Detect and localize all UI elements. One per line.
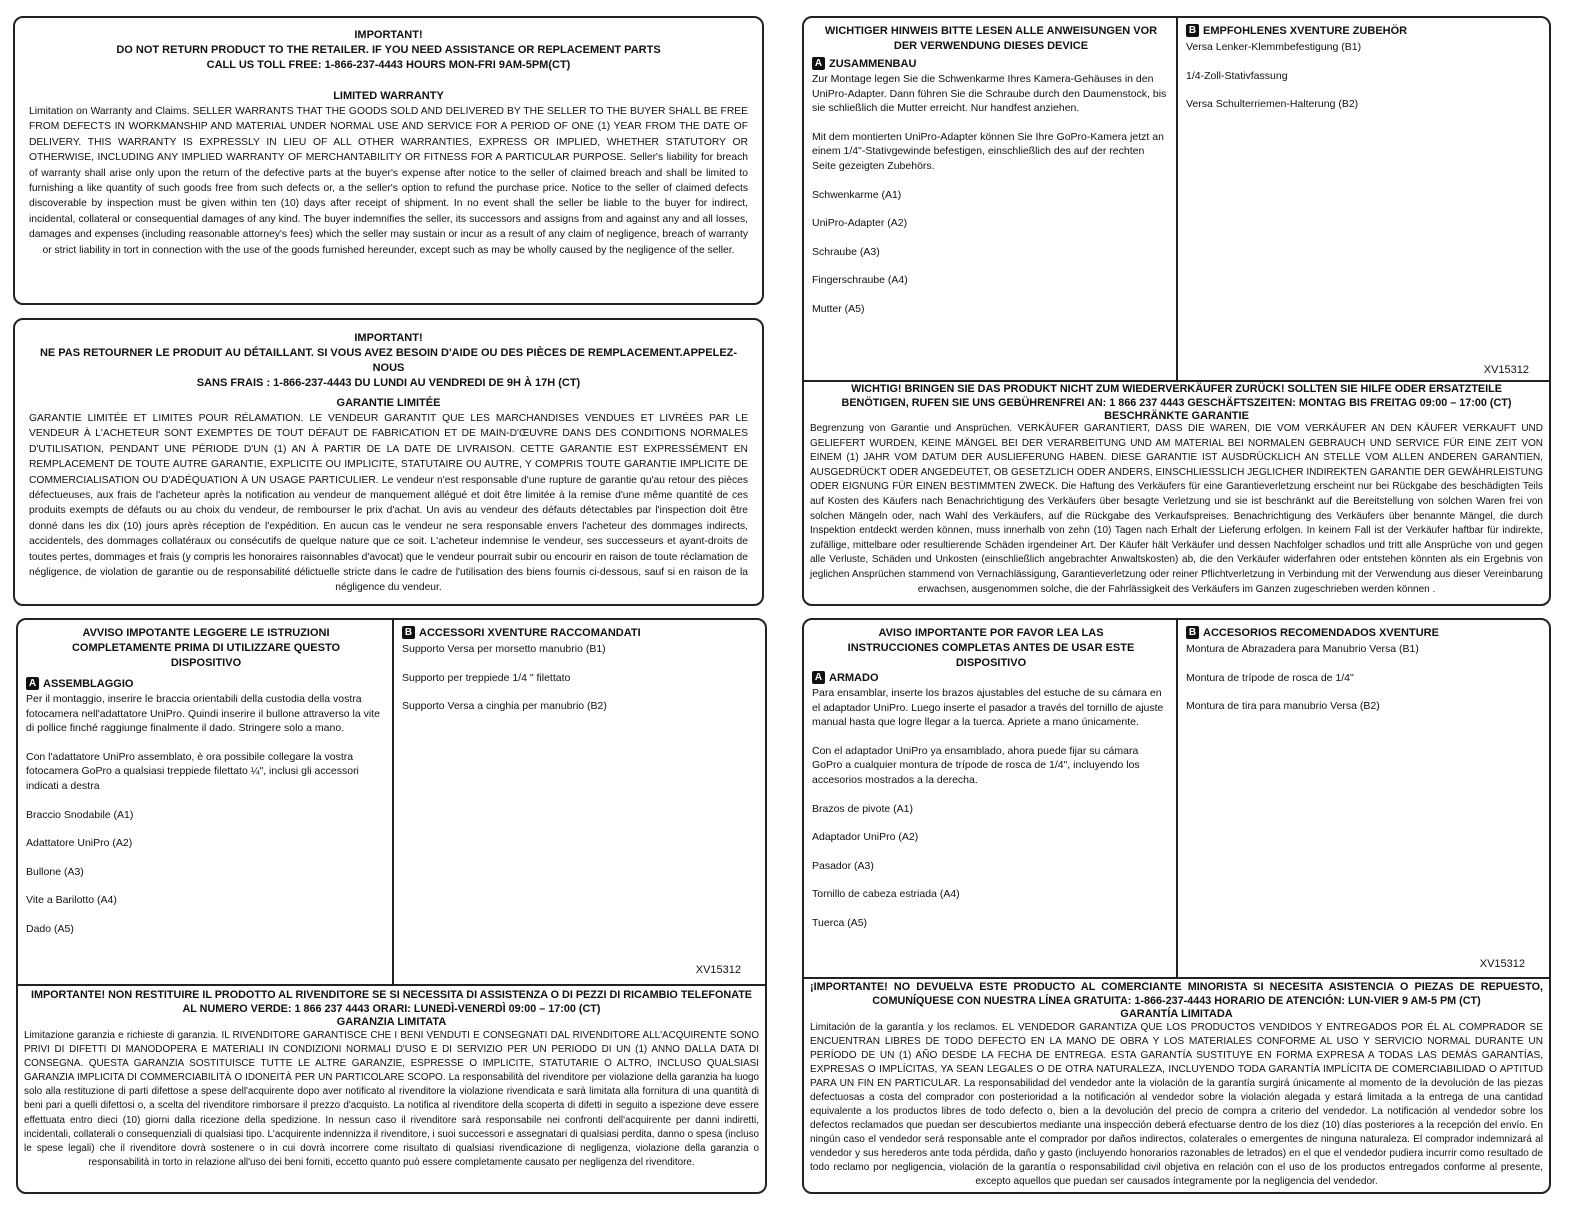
assembly-paragraph-2: Con l'adattatore UniPro assemblato, è ora possibile collegare la vostra fotocamera GoPro a qualsiasi treppiede filettato ¼", inclusi gli accessori indicati a destra	[26, 750, 359, 792]
italian-panel	[16, 618, 767, 1194]
accessories-column	[1178, 620, 1549, 978]
english-warranty-panel	[13, 16, 764, 305]
instruction-header: AVISO IMPORTANTE POR FAVOR LEA LAS INSTRUCCIONES COMPLETAS ANTES DE USAR ESTE DISPOSITIVO	[847, 627, 1135, 669]
accessories-section-title	[1186, 626, 1541, 639]
section-a-badge: A	[812, 57, 825, 70]
list-item: Tornillo de cabeza estriada (A4)	[812, 888, 960, 900]
section-a-badge: A	[812, 671, 825, 684]
warranty-section	[804, 980, 1549, 1189]
parts-list	[26, 808, 386, 936]
assembly-paragraph-2: Mit dem montierten UniPro-Adapter können Sie Ihre GoPro-Kamera jetzt an einem 1/4"-Stativgewinde befestigen, einschließlich des auf der rechten Seite gezeigten Zubehörs.	[812, 130, 1164, 172]
return-notice: WICHTIG! BRINGEN SIE DAS PRODUKT NICHT ZUM WIEDERVERKÄUFER ZURÜCK! SOLLTEN SIE HILFE ODER ERSATZTEILE BENÖTIGEN, RUFEN SIE UNS GEBÜHRENFREI AN: 1 866 237 4443 GESCHÄFTSZEITEN: MONTAG BIS FREITAG 09:00 – 17:00 (CT)	[841, 383, 1512, 409]
parts-list	[812, 802, 1170, 930]
section-b-badge: B	[1186, 24, 1199, 37]
list-item: Fingerschraube (A4)	[812, 274, 908, 286]
accessories-column	[394, 620, 765, 984]
list-item: Adaptador UniPro (A2)	[812, 831, 919, 843]
list-item: Montura de trípode de rosca de 1/4"	[1186, 671, 1354, 684]
return-notice: ¡IMPORTANTE! NO DEVUELVA ESTE PRODUCTO AL COMERCIANTE MINORISTA SI NECESITA ASISTENCIA O PIEZAS DE REPUESTO, COMUNÍQUESE CON NUESTRA LÍNEA GRATUITA: 1-866-237-4443 HORARIO DE ATENCIÓN: LUN-VIER 9 AM-5 PM (CT)	[810, 981, 1543, 1007]
german-panel	[802, 16, 1551, 606]
list-item: UniPro-Adapter (A2)	[812, 217, 908, 229]
list-item: Montura de Abrazadera para Manubrio Versa (B1)	[1186, 643, 1419, 655]
list-item: Supporto Versa per morsetto manubrio (B1)	[402, 643, 606, 655]
list-item: Pasador (A3)	[812, 859, 874, 872]
list-item: Montura de tira para manubrio Versa (B2)	[1186, 700, 1380, 712]
assembly-section-title	[812, 671, 1170, 684]
list-item: Dado (A5)	[26, 922, 74, 935]
list-item: Bullone (A3)	[26, 865, 84, 878]
return-notice: IMPORTANTE! NON RESTITUIRE IL PRODOTTO AL RIVENDITORE SE SI NECESSITA DI ASSISTENZA O DI PEZZI DI RICAMBIO TELEFONATE AL NUMERO VERDE: 1 866 237 4443 ORARI: LUNEDÌ-VENERDÌ 09:00 – 17:00 (CT)	[30, 989, 753, 1015]
assembly-column	[804, 18, 1178, 382]
accessories-list	[1186, 642, 1541, 713]
instruction-header: WICHTIGER HINWEIS BITTE LESEN ALLE ANWEISUNGEN VOR DER VERWENDUNG DIESES DEVICE	[824, 25, 1158, 52]
assembly-paragraph-1: Per il montaggio, inserire le braccia orientabili della custodia della vostra fotocamera nell'adattatore UniPro. Quindi inserire il bullone attraverso la vite di pollice finché raggiunge finalmente il dado. Stringere solo a mano.	[26, 693, 380, 734]
french-warranty-panel	[13, 318, 764, 606]
accessories-section-title	[1186, 24, 1541, 37]
list-item: Tuerca (A5)	[812, 916, 868, 929]
important-heading: IMPORTANT!	[354, 332, 423, 344]
assembly-paragraph-1: Para ensamblar, inserte los brazos ajustables del estuche de su cámara en el adaptador UniPro. Luego inserte el pasador a través del tornillo de ajuste manual hasta que logre llegar a la tuerca. Apriete a mano únicamente.	[812, 687, 1164, 728]
assembly-column	[18, 620, 394, 984]
list-item: Supporto per treppiede 1/4 " filettato	[402, 671, 571, 684]
product-code: XV15312	[1483, 364, 1529, 376]
section-divider	[18, 984, 765, 986]
accessories-list	[1186, 40, 1541, 111]
warranty-text: Limitation on Warranty and Claims. SELLER WARRANTS THAT THE GOODS SOLD AND DELIVERED BY THE SELLER TO THE BUYER SHALL BE FREE FROM DEFECTS IN WORKMANSHIP AND MATERIAL UNDER NORMAL USE AND SERVICE FOR A PERIOD OF ONE (1) YEAR FROM THE DATE OF DELIVERY. THIS WARRANTY IS EXPRESSLY IN LIEU OF ALL OTHER WARRANTIES, EXPRESS OR IMPLIED, WHETHER STATUTORY OR OTHERWISE, INCLUDING ANY IMPLIED WARRANTY OF MERCHANTABILITY OR FITNESS FOR A PARTICULAR PURPOSE. Seller's liability for breach of warranty shall arise only upon the return of the defective parts at the buyer's expense after notice to the seller of claimed breach and shall be limited to furnishing a like quantity of such goods free from such defects or, a the seller's option to refund the purchase price. Notice to the seller of claimed defects discoverable by inspection must be given within ten (10) days after receipt of shipment. In no event shall the seller be liable to the buyer for indirect, incidental, collateral or consequential damages of any kind. The buyer indemnifies the seller, its successors and assigns from and against any and all losses, damages and expenses (including reasonable attorney's fees) which the seller may sustain or incur as a result of any claim of negligence, breach of warranty or strict liability in tort in connection with the use of the goods furnished hereunder, except such as may be wholly caused by the negligence of the seller.	[29, 106, 748, 256]
list-item: Vite a Barilotto (A4)	[26, 894, 117, 906]
warranty-text: Limitazione garanzia e richieste di garanzia. IL RIVENDITORE GARANTISCE CHE I BENI VENDUTI E CONSEGNATI DAL RIVENDITORE ALL'ACQUIRENTE SONO PRIVI DI DIFETTI DI MANODOPERA E MATERIALI IN CONDIZIONI NORMALI D'USO E DI SERVIZIO PER UN PERIODO DI UN (1) ANNO DALLA DATA DI CONSEGNA. QUESTA GARANZIA SOSTITUISCE TUTTE LE ALTRE GARANZIE, ESPRESSE O IMPLICITE, STATUTARIE O ALTRO, INCLUSO QUALSIASI GARANZIA IMPLICITA DI COMMERCIABILITÀ O IDONEITÀ PER UN PARTICOLARE SCOPO. La responsabilità del rivenditore per violazione della garanzia ha luogo solo alla restituzione di parti difettose a spese dell'acquirente dopo aver notificato al rivenditore la violazione rivendicata e sarà limitata alla fornitura di una quantità di beni pari a quelli difettosi o, a scelta del rivenditore rimborsare il prezzo d'acquisto. La notifica al rivenditore della scoperta di difetti in seguito a ispezione deve essere effettuata entro dieci (10) giorni dalla ricezione della spedizione. In nessun caso il rivenditore sarà responsabile nei confronti dell'acquirente per danni indiretti, incidentali, collaterali o consequenziali di qualsiasi tipo. L'acquirente indennizza il rivenditore, i suoi successori e assegnatari di qualsiasi perdita, danno o spesa (incluso le spese legali) che il rivenditore dovrà sostenere o in cui dovrà incorrere come risultato di qualsiasi rivendicazione di negligenza, violazione della garanzia o responsabilità in torto in relazione all'uso dei beni forniti, eccetto quanto può essere completamente causato per negligenza del rivenditore.	[24, 1030, 759, 1168]
parts-list	[812, 188, 1170, 316]
accessories-list	[402, 642, 757, 713]
product-code: XV15312	[1479, 958, 1525, 970]
section-divider	[804, 977, 1549, 979]
section-b-badge: B	[1186, 626, 1199, 639]
warranty-title: LIMITED WARRANTY	[333, 90, 444, 102]
accessories-title: ACCESORIOS RECOMENDADOS XVENTURE	[1203, 626, 1439, 639]
section-b-badge: B	[402, 626, 415, 639]
product-code: XV15312	[695, 964, 741, 976]
warranty-text: Limitación de la garantía y los reclamos. EL VENDEDOR GARANTIZA QUE LOS PRODUCTOS VENDIDOS Y ENTREGADOS POR ÉL AL COMPRADOR SE ENCUENTRAN LIBRES DE TODO DEFECTO EN LA MANO DE OBRA Y LOS MATERIALES CONFORME AL USO Y SERVICIO NORMAL DURANTE UN PERÍODO DE UN (1) AÑO DESDE LA FECHA DE ENTREGA. ESTA GARANTÍA SUSTITUYE EN FORMA EXPRESA A TODAS LAS DEMÁS GARANTÍAS, EXPRESAS O IMPLÍCITAS, YA SEAN LEGALES O DE OTRA NATURALEZA, INCLUYENDO TODA GARANTÍA IMPLÍCITA DE COMERCIABILIDAD O APTITUD PARA UN FIN EN PARTICULAR. La responsabilidad del vendedor ante la violación de la garantía surgirá únicamente al momento de la devolución de las piezas defectuosas a costa del comprador con posterioridad a la notificación al vendedor sobre la violación alegada y estará limitada a la entrega de una cantidad equivalente a los productos libres de todo defecto o, bien a la devolución del precio de compra a criterio del vendedor. La notificación al vendedor sobre los defectos reclamados que puedan ser descubiertos mediante una inspección deberá efectuarse dentro de los diez (10) días posteriores a la recepción del envío. En ningún caso el vendedor será responsable ante el comprador por daños indirectos, colaterales o emergentes de ninguna naturaleza. El comprador indemnizará al vendedor y sus herederos ante toda pérdida, daño y gasto (incluyendo honorarios razonables de letrados) en el que el vendedor pudiera incurrir como resultado de todo reclamo por negligencia, violación de la garantía o responsabilidad civil objetiva en relación con el uso de los productos entregados conforme al presente, excepto aquellos que puedan ser causados íntegramente por la negligencia del vendedor.	[810, 1022, 1543, 1187]
phone-notice: CALL US TOLL FREE: 1-866-237-4443 HOURS MON-FRI 9AM-5PM(CT)	[206, 59, 571, 71]
accessories-title: ACCESSORI XVENTURE RACCOMANDATI	[419, 626, 641, 639]
list-item: Braccio Snodabile (A1)	[26, 808, 134, 821]
section-divider	[804, 380, 1549, 382]
list-item: Supporto Versa a cinghia per manubrio (B2)	[402, 700, 607, 712]
list-item: Adattatore UniPro (A2)	[26, 837, 133, 849]
list-item: Schraube (A3)	[812, 245, 880, 258]
important-heading: IMPORTANT!	[354, 29, 423, 41]
assembly-title: ASSEMBLAGGIO	[43, 677, 134, 690]
warranty-title: GARANTÍA LIMITADA	[1120, 1008, 1233, 1020]
return-notice: NE PAS RETOURNER LE PRODUIT AU DÉTAILLANT. SI VOUS AVEZ BESOIN D'AIDE OU DES PIÈCES DE REMPLACEMENT.APPELEZ-NOUS	[39, 347, 738, 374]
assembly-title: ZUSAMMENBAU	[829, 57, 917, 70]
accessories-column	[1178, 18, 1549, 382]
warranty-text: GARANTIE LIMITÉE ET LIMITES POUR RÉLAMATION. LE VENDEUR GARANTIT QUE LES MARCHANDISES VENDUES ET LIVRÉES PAR LE VENDEUR À L'ACHETEUR SONT EXEMPTES DE TOUT DÉFAUT DE FABRICATION ET DE MAIN-D'ŒUVRE DANS DES CONDITIONS NORMALES D'UTILISATION, PENDANT UNE PÉRIODE D'UN (1) AN À PARTIR DE LA DATE DE LIVRAISON. CETTE GARANTIE EST EXPRESSÉMENT EN REMPLACEMENT DE TOUTE AUTRE GARANTIE, EXPLICITE OU IMPLICITE, STATUTAIRE OU AUTRE, Y COMPRIS TOUTE GARANTIE IMPLICITE DE COMMERCIALISATION OU D'ADÉQUATION À UN USAGE PARTICULIER. Le vendeur n'est responsable d'une rupture de garantie qu'au retour des pièces défectueuses, aux frais de l'acheteur après la notification au vendeur de manquement allégué et doit être limitée à la remise d'une même quantité de ces produits exempts de défauts ou au choix du vendeur, de rembourser le prix d'achat. Un avis au vendeur des défauts détectables par l'inspection doit être donné dans les dix (10) jours après réception de l'expédition. En aucun cas le vendeur ne sera responsable envers l'acheteur des dommages indirects, accidentels, des dommages collatéraux ou consécutifs de quelque nature que ce soit. L'acheteur indemnise le vendeur, ses successeurs et ayant-droits de toutes pertes, dommages et frais (y compris les honoraires raisonnables d'avocat) que le vendeur pourrait subir ou encourir en raison de toute réclamation de négligence, de violation de garantie ou de responsabilité délictuelle stricte dans le cadre de l'utilisation des biens fournis ci-dessous, sauf si en raison de la négligence du vendeur.	[29, 413, 748, 594]
list-item: Versa Lenker-Klemmbefestigung (B1)	[1186, 41, 1362, 53]
list-item: Versa Schulterriemen-Halterung (B2)	[1186, 98, 1359, 110]
accessories-section-title	[402, 626, 757, 639]
warranty-section	[18, 988, 765, 1170]
assembly-paragraph-1: Zur Montage legen Sie die Schwenkarme Ihres Kamera-Gehäuses in den UniPro-Adapter. Dann führen Sie die Schraube durch den Daumenstock, bis sie schließlich die Mutter erreicht. Nur handfest anziehen.	[812, 73, 1167, 114]
assembly-paragraph-2: Con el adaptador UniPro ya ensamblado, ahora puede fijar su cámara GoPro a cualquier montura de trípode de rosca de 1/4", incluyendo los accesorios mostrados a la derecha.	[812, 744, 1140, 786]
accessories-title: EMPFOHLENES XVENTURE ZUBEHÖR	[1203, 24, 1408, 37]
return-notice: DO NOT RETURN PRODUCT TO THE RETAILER. IF YOU NEED ASSISTANCE OR REPLACEMENT PARTS	[116, 44, 661, 56]
section-a-badge: A	[26, 677, 39, 690]
spanish-panel	[802, 618, 1551, 1194]
warranty-title: GARANTIE LIMITÉE	[336, 397, 441, 409]
warranty-section	[804, 383, 1549, 597]
assembly-title: ARMADO	[829, 671, 879, 684]
list-item: Brazos de pivote (A1)	[812, 802, 913, 815]
warranty-text: Begrenzung von Garantie und Ansprüchen. VERKÄUFER GARANTIERT, DASS DIE WAREN, DIE VOM VERKÄUFER AN DEN KÄUFER VERKAUFT UND GELIEFERT WURDEN, KEINE MÄNGEL BEI DER VERARBEITUNG UND AM MATERIAL BEI NORMALEN GEBRAUCH UND SERVICE FÜR EINE ZEIT VON EINEM (1) JAHR VOM DATUM DER AUSLIEFERUNG HABEN. DIESE GARANTIE IST AUSDRÜCKLICH AN STELLE VOM ALLEN ANDEREN GARANTIEN, AUSGEDRÜCKT ODER ANGEDEUTET, OB GESETZLICH ODER ANDERS, EINSCHLIESSLICH JEGLICHER INDIREKTEN GARANTIE DER GEWÄHRLEISTUNG ODER EIGNUNG FÜR EINEN BESTIMMTEN ZWECK. Die Haftung des Verkäufers für eine Garantieverletzung erscheint nur bei Rückgabe des beschädigten Teils auf Kosten des Käufers nach Benachrichtigung des Verkäufers über besagte Verletzung und sie ist beschränkt auf die Bereitstellung von solchen Waren frei von solchen Mängeln oder, nach Wahl des Verkäufers, auf die Rückgabe des Verkaufspreises. Benachrichtigung des Verkäufers über benannte Mängel, die durch Inspektion entdeckt werden können, muss innerhalb von zehn (10) Tagen nach Erhalt der Lieferung erfolgen. In keinem Fall ist der Verkäufer haftbar für indirekte, zufällige, mittelbare oder resultierende Schäden irgendeiner Art. Der Käufer hält Verkäufer und dessen Nachfolger schadlos und tritt alle Ansprüche von und gegen alle Verluste, Schäden und Unkosten (einschließlich angebrachter Anwaltskosten) ab, die den Verkäufer widerfahren oder entstehen könnten als ein Ergebnis von jeglichen Ansprüchen stammend von Vernachlässigung, Garantieverletzung oder reiner Pflichtverletzung in Verbindung mit der Verwendung aus dieser Vereinbarung erwachsen, ausgenommen solche, die der Fahrlässigkeit des Verkäufers im Ganzen zugeschrieben werden können .	[810, 423, 1543, 595]
assembly-section-title	[812, 57, 1170, 70]
warranty-title: GARANZIA LIMITATA	[336, 1016, 447, 1028]
warranty-title: BESCHRÄNKTE GARANTIE	[1104, 410, 1249, 422]
list-item: Schwenkarme (A1)	[812, 188, 902, 201]
phone-notice: SANS FRAIS : 1-866-237-4443 DU LUNDI AU VENDREDI DE 9H À 17H (CT)	[196, 377, 581, 389]
instruction-header: AVVISO IMPOTANTE LEGGERE LE ISTRUZIONI COMPLETAMENTE PRIMA DI UTILIZZARE QUESTO DISPOSITIVO	[71, 627, 341, 669]
list-item: Mutter (A5)	[812, 302, 865, 315]
assembly-section-title	[26, 677, 386, 690]
assembly-column	[804, 620, 1178, 980]
list-item: 1/4-Zoll-Stativfassung	[1186, 69, 1288, 82]
